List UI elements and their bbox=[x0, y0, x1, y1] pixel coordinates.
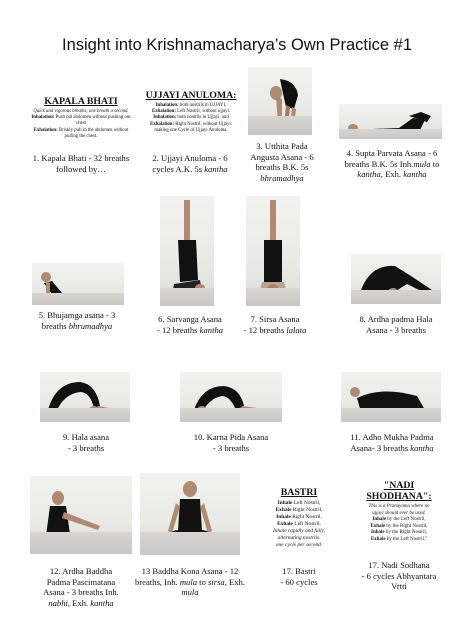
nadi-line-4: Exhale by the Right Nostril, bbox=[370, 523, 428, 529]
caption-sirsa: 7. Sirsa Asana - 12 breaths lalata bbox=[243, 314, 307, 335]
photo-adho-mukha-padma bbox=[341, 372, 441, 422]
caption-ardha-baddha: 12. Ardha Baddha Padma Pascimatana Asana - 3 breaths Inh. nabhi, Exh. kantha bbox=[43, 566, 119, 609]
photo-sarvanga bbox=[160, 196, 214, 306]
bastri-line-5: Inhale rapidly and fully, bbox=[272, 528, 326, 535]
caption-kapala-bhati: 1. Kapala Bhati - 32 breaths followed by… bbox=[32, 153, 130, 174]
caption-utthita-pada: 3. Utthita Pada Angusta Asana - 6 breaths B.K. 5s bhramadhya bbox=[250, 141, 314, 184]
nadi-line-3: Inhale by the Left Nostril, bbox=[372, 517, 426, 522]
photo-ardha-baddha-padma bbox=[30, 476, 132, 554]
caption-supta-parvata: 4. Supta Parvata Asana - 6 breaths B.K. 5s Inh.mula to kantha, Exh. kantha bbox=[344, 148, 440, 180]
caption-bastri: 17. Bastri - 60 cycles bbox=[280, 566, 318, 587]
kapala-line-1: Quick and vigorous breaths, one breath a second. bbox=[33, 109, 129, 114]
ujjayi-line-5: making one Cycle of Ujjayi Anuloma. bbox=[154, 127, 228, 133]
ujjayi-line-1: Inhalation: both nostrils in UJJAYI, bbox=[155, 103, 227, 108]
caption-sarvanga: 6. Sarvanga Asana - 12 breaths kantha bbox=[156, 314, 224, 335]
photo-utthita-pada-angusta bbox=[248, 67, 312, 135]
photo-sirsa bbox=[246, 196, 300, 306]
caption-bhujamga: 5. Bhujamga asana - 3 breaths bhrumadhya bbox=[38, 310, 116, 331]
nadi-title: "NADI SHODHANA": bbox=[366, 480, 432, 502]
page-title: Insight into Krishnamacharya’s Own Practice #1 bbox=[61, 36, 413, 54]
caption-ujjayi-anuloma: 2. Ujjayi Anuloma - 6 cycles A.K. 5s kantha bbox=[152, 153, 228, 174]
nadi-line-5: Inhale by the Right Nostril, bbox=[371, 530, 427, 535]
ujjayi-line-2: Exhalation: Left Nostril, without ujjayi. bbox=[151, 109, 231, 115]
ujjayi-line-3: Inhalation: both nostrils in Ujjayi, and bbox=[153, 115, 229, 121]
kapala-bhati-title: KAPALA BHATI bbox=[44, 96, 118, 107]
bastri-line-3: Inhale Right Nostril, bbox=[276, 514, 322, 521]
bastri-line-1: Inhale Left Nostril, bbox=[277, 500, 321, 506]
caption-hala: 9. Hala asana - 3 breaths bbox=[62, 432, 110, 453]
caption-nadi-sodhana: 17. Nadi Sodhana - 6 cycles Abhyantara Vrtti bbox=[361, 560, 437, 592]
caption-karna-pida: 10. Karna Pida Asana - 3 breaths bbox=[193, 432, 269, 453]
ujjayi-title: UJJAYI ANULOMA: bbox=[145, 90, 237, 101]
bastri-box bbox=[264, 487, 334, 549]
nadi-line-2: ujjayi should ever be used. bbox=[372, 510, 426, 516]
bastri-line-2: Exhale Right Nostril, bbox=[275, 507, 323, 514]
photo-supta-parvata bbox=[339, 104, 442, 139]
caption-ardha-padma-hala: 8. Ardha padma Hala Asana - 3 breaths bbox=[359, 314, 433, 335]
photo-ardha-padma-hala bbox=[351, 254, 441, 304]
photo-hala bbox=[40, 372, 130, 422]
nadi-shodhana-box bbox=[350, 480, 448, 543]
nadi-line-1: This is a Pranayama where no bbox=[368, 504, 430, 509]
bastri-line-7: one cycle per second. bbox=[275, 542, 323, 549]
ujjayi-line-4: Exhalation: Right Nostril, without Ujjayi. bbox=[150, 121, 232, 127]
kapala-bhati-box bbox=[30, 96, 132, 140]
caption-baddha-kona: 13 Baddha Kona Asana - 12 breaths, Inh. mula to sirsa, Exh. mula bbox=[134, 566, 246, 598]
bastri-title: BASTRI bbox=[280, 487, 318, 498]
caption-adho-mukha-padma: 11. Adho Mukha Padma Asana- 3 breaths kantha bbox=[350, 432, 434, 453]
nadi-line-6: Exhale by the Left Nostril." bbox=[370, 536, 428, 542]
ujjayi-anuloma-box bbox=[143, 90, 239, 134]
kapala-line-2: Inhalation: Push out abdomen without pushing out chest bbox=[31, 115, 131, 127]
photo-baddha-kona bbox=[140, 473, 240, 555]
photo-karna-pida bbox=[180, 372, 282, 422]
kapala-line-3: Exhalation: Briskly pull in the abdomen without pulling the chest. bbox=[33, 127, 129, 139]
photo-bhujamga bbox=[32, 263, 124, 305]
bastri-line-6: alternating nostrils. bbox=[277, 535, 321, 542]
bastri-line-4: Exhale Left Nostril. bbox=[277, 521, 321, 528]
